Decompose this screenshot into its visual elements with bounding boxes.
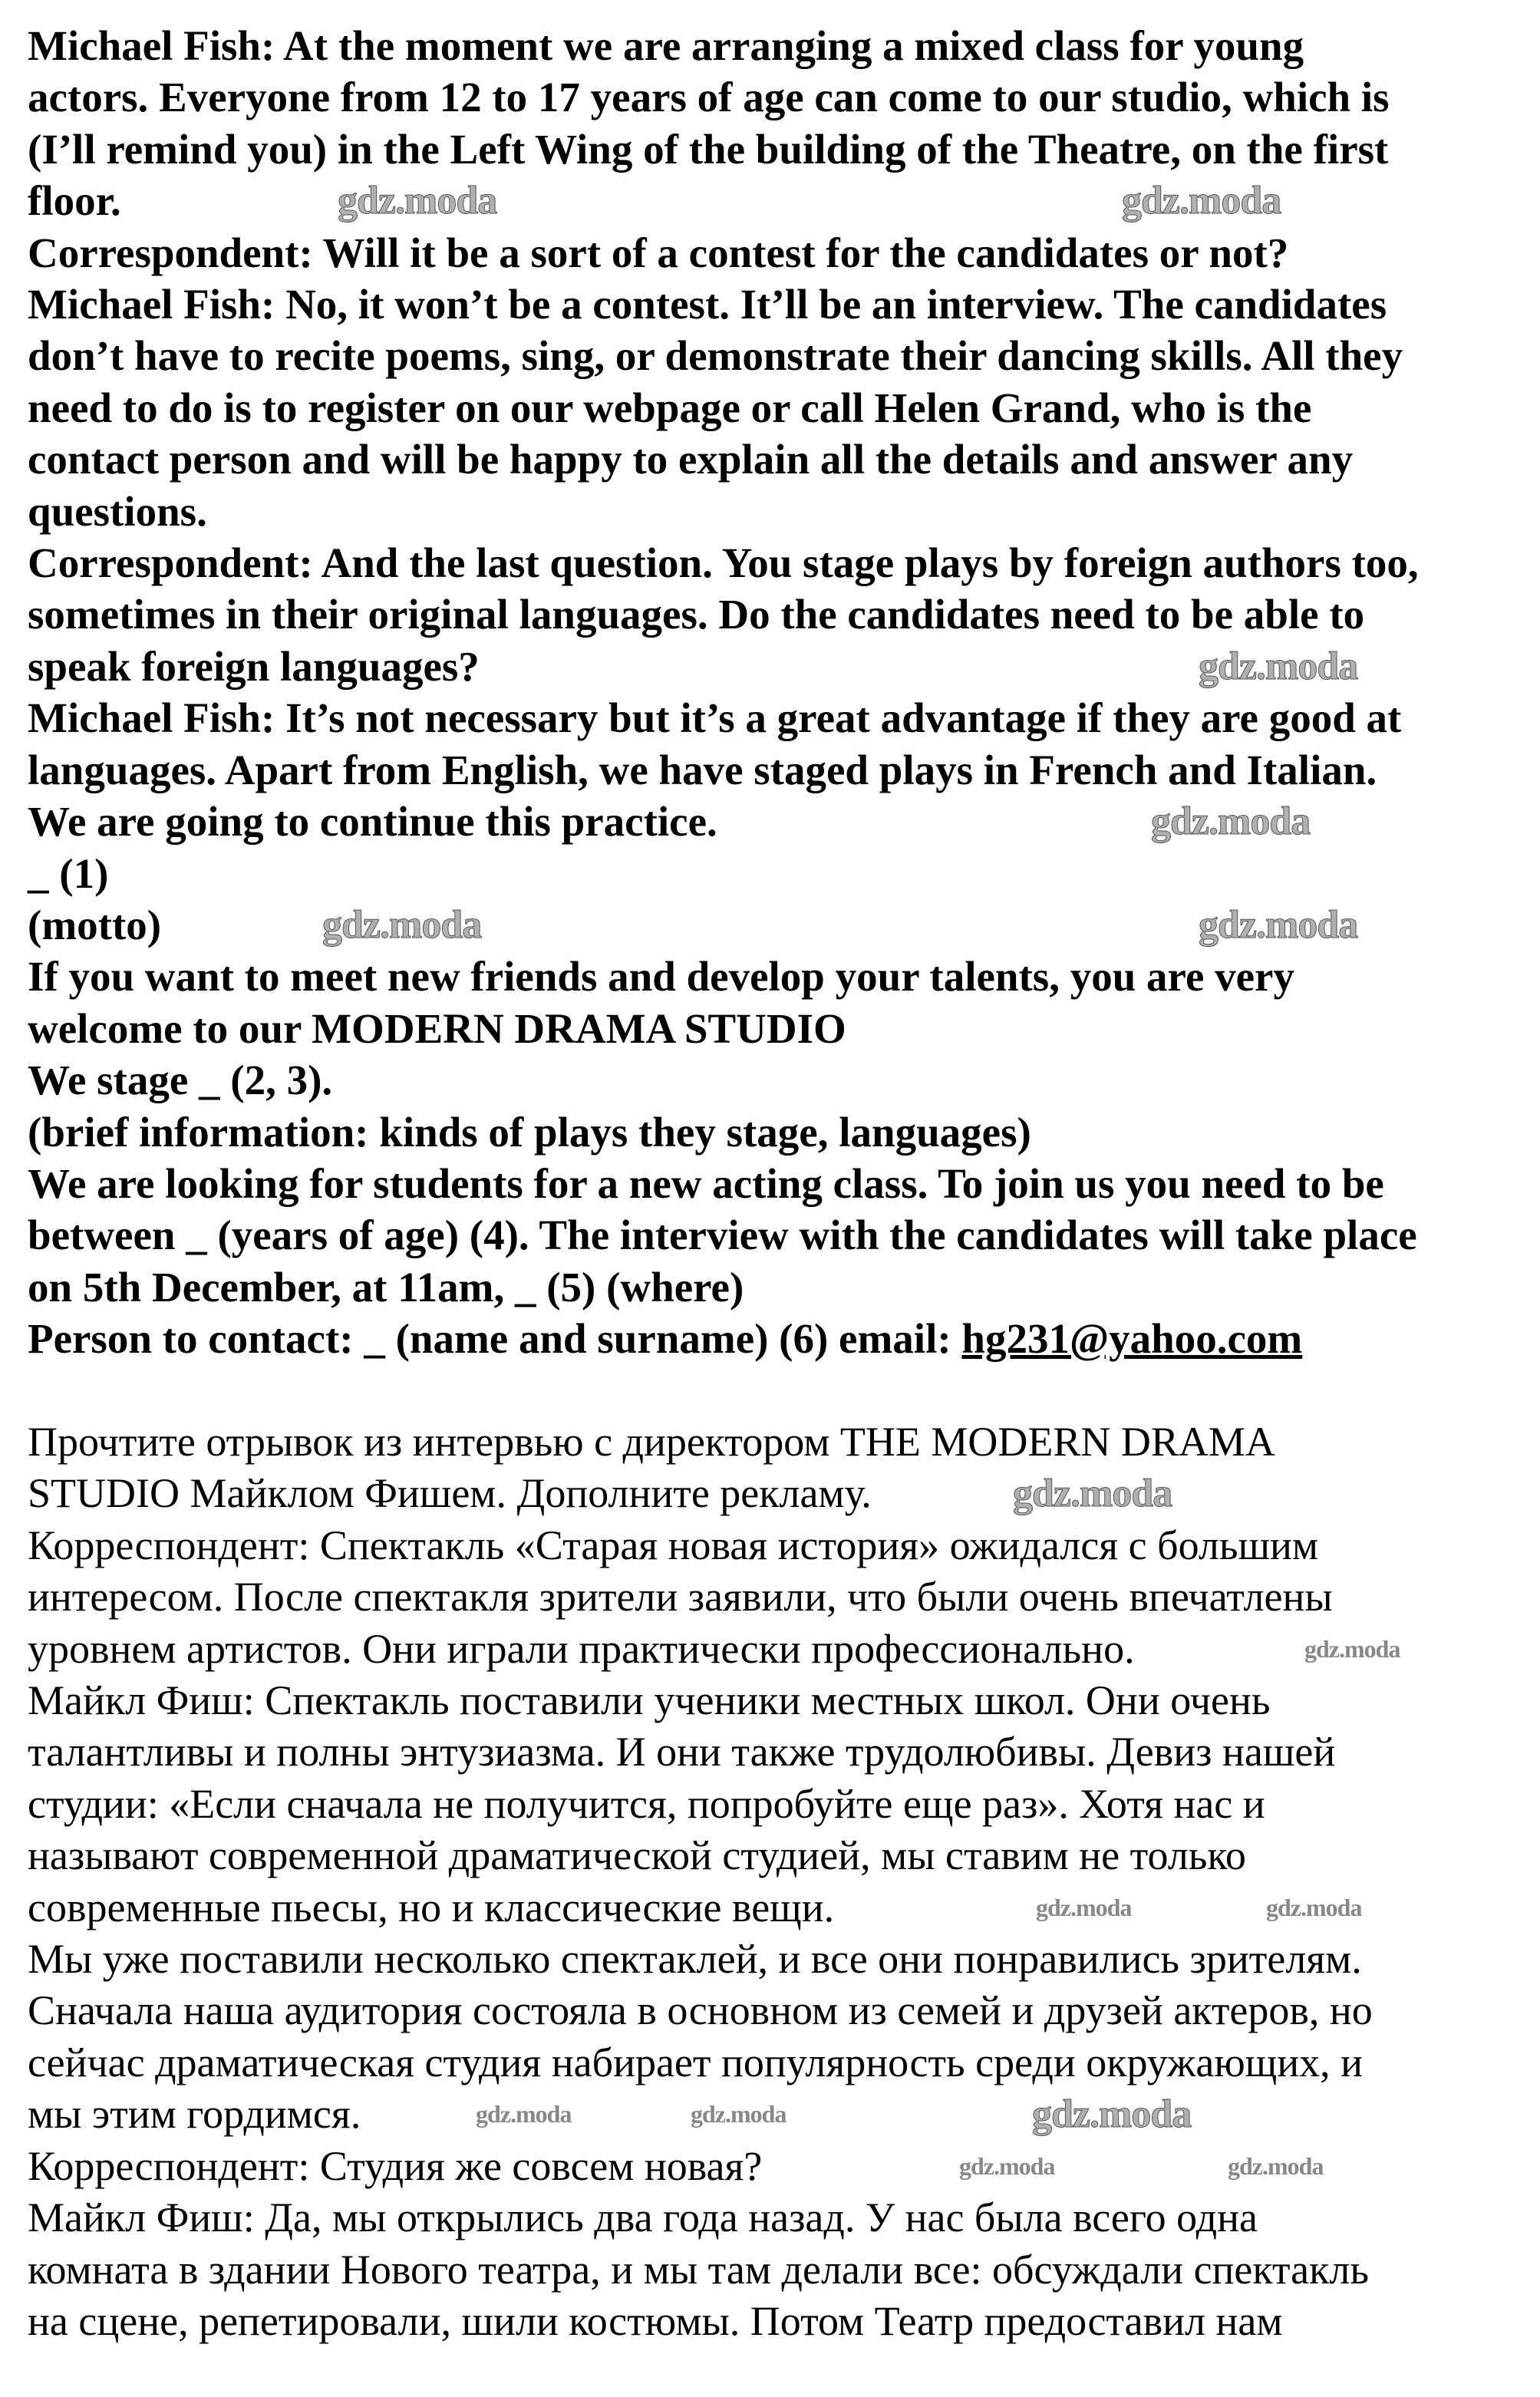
watermark: gdz.moda: [1199, 645, 1358, 688]
watermark: gdz.moda: [1151, 800, 1311, 843]
text-line: студии: «Если сначала не получится, попробуйте еще раз». Хотя нас и: [28, 1780, 1265, 1827]
english-interview-text: [28, 20, 1532, 1365]
text-line: Michael Fish: No, it won’t be a contest. It’ll be an interview. The candidates: [28, 281, 1387, 328]
watermark: gdz.moda: [1036, 1894, 1132, 1921]
text-line: Мы уже поставили несколько спектаклей, и все они понравились зрителям.: [28, 1936, 1362, 1983]
watermark: gdz.moda: [1013, 1472, 1172, 1515]
watermark: gdz.moda: [476, 2100, 572, 2128]
text-line: don’t have to recite poems, sing, or demonstrate their dancing skills. All they: [28, 332, 1403, 380]
text-line: We are looking for students for a new acting class. To join us you need to be: [28, 1159, 1384, 1207]
text-line: If you want to meet new friends and develop your talents, you are very: [28, 953, 1294, 1001]
text-line: (brief information: kinds of plays they stage, languages): [28, 1108, 1031, 1156]
watermark: gdz.moda: [691, 2100, 786, 2128]
text-line: questions.: [28, 487, 207, 535]
text-line: талантливы и полны энтузиазма. И они также трудолюбивы. Девиз нашей: [28, 1729, 1336, 1775]
watermark: gdz.moda: [1199, 903, 1358, 947]
text-line: современные пьесы, но и классические вещи.: [28, 1884, 835, 1930]
text-line: уровнем артистов. Они играли практически профессионально.: [28, 1625, 1135, 1672]
watermark: gdz.moda: [1032, 2092, 1192, 2136]
text-line: комната в здании Нового театра, и мы там делали все: обсуждали спектакль: [28, 2246, 1369, 2293]
text-line: называют современной драматической студией, мы ставим не только: [28, 1832, 1246, 1879]
text-line: contact person and will be happy to explain all the details and answer any: [28, 436, 1354, 483]
text-line: (motto): [28, 901, 162, 948]
text-line: сейчас драматическая студия набирает популярность среди окружающих, и: [28, 2039, 1364, 2085]
contact-label: Person to contact: _ (name and surname) (6) email:: [28, 1315, 962, 1363]
text-line: welcome to our MODERN DRAMA STUDIO: [28, 1004, 846, 1052]
text-line: интересом. После спектакля зрители заявили, что были очень впечатлены: [28, 1574, 1333, 1621]
email-link[interactable]: hg231@yahoo.com: [961, 1315, 1303, 1363]
text-line: STUDIO Майклом Фишем. Дополните рекламу.: [28, 1470, 872, 1517]
text-line: Michael Fish: At the moment we are arranging a mixed class for young: [28, 22, 1304, 69]
watermark: gdz.moda: [322, 903, 482, 947]
text-line: Майкл Фиш: Да, мы открылись два года назад. У нас была всего одна: [28, 2194, 1258, 2241]
text-line: languages. Apart from English, we have staged plays in French and Italian.: [28, 746, 1377, 793]
text-line: on 5th December, at 11am, _ (5) (where): [28, 1263, 744, 1311]
watermark: gdz.moda: [959, 2152, 1055, 2180]
text-line: мы этим гордимся.: [28, 2091, 361, 2138]
text-line: sometimes in their original languages. Do the candidates need to be able to: [28, 591, 1365, 638]
watermark: gdz.moda: [1228, 2152, 1324, 2180]
text-line: Correspondent: And the last question. You stage plays by foreign authors too,: [28, 539, 1419, 587]
watermark: gdz.moda: [338, 179, 497, 223]
text-line: actors. Everyone from 12 to 17 years of age can come to our studio, which is: [28, 74, 1390, 121]
text-line: floor.: [28, 177, 121, 225]
text-line: (I’ll remind you) in the Left Wing of the building of the Theatre, on the first: [28, 125, 1389, 173]
text-line: на сцене, репетировали, шили костюмы. Потом Театр предоставил нам: [28, 2297, 1283, 2344]
text-line: Майкл Фиш: Спектакль поставили ученики местных школ. Они очень: [28, 1677, 1271, 1724]
text-line: Корреспондент: Спектакль «Старая новая история» ожидался с большим: [28, 1522, 1319, 1568]
text-line: Корреспондент: Студия же совсем новая?: [28, 2142, 763, 2189]
text-line: Correspondent: Will it be a sort of a contest for the candidates or not?: [28, 229, 1289, 276]
text-line: Michael Fish: It’s not necessary but it’s a great advantage if they are good at: [28, 694, 1402, 742]
watermark: gdz.moda: [1304, 1635, 1400, 1663]
text-line: need to do is to register on our webpage or call Helen Grand, who is the: [28, 384, 1312, 431]
text-line: We stage _ (2, 3).: [28, 1057, 333, 1104]
text-line: Сначала наша аудитория состояла в основном из семей и друзей актеров, но: [28, 1987, 1373, 2034]
contact-line: [28, 1313, 1532, 1364]
text-line: between _ (years of age) (4). The interview with the candidates will take place: [28, 1212, 1417, 1259]
watermark: gdz.moda: [1266, 1894, 1362, 1921]
text-line: _ (1): [28, 849, 109, 897]
text-line: We are going to continue this practice.: [28, 798, 717, 846]
text-line: speak foreign languages?: [28, 642, 480, 690]
text-line: Прочтите отрывок из интервью с директором THE MODERN DRAMA: [28, 1419, 1275, 1465]
watermark: gdz.moda: [1122, 179, 1281, 223]
